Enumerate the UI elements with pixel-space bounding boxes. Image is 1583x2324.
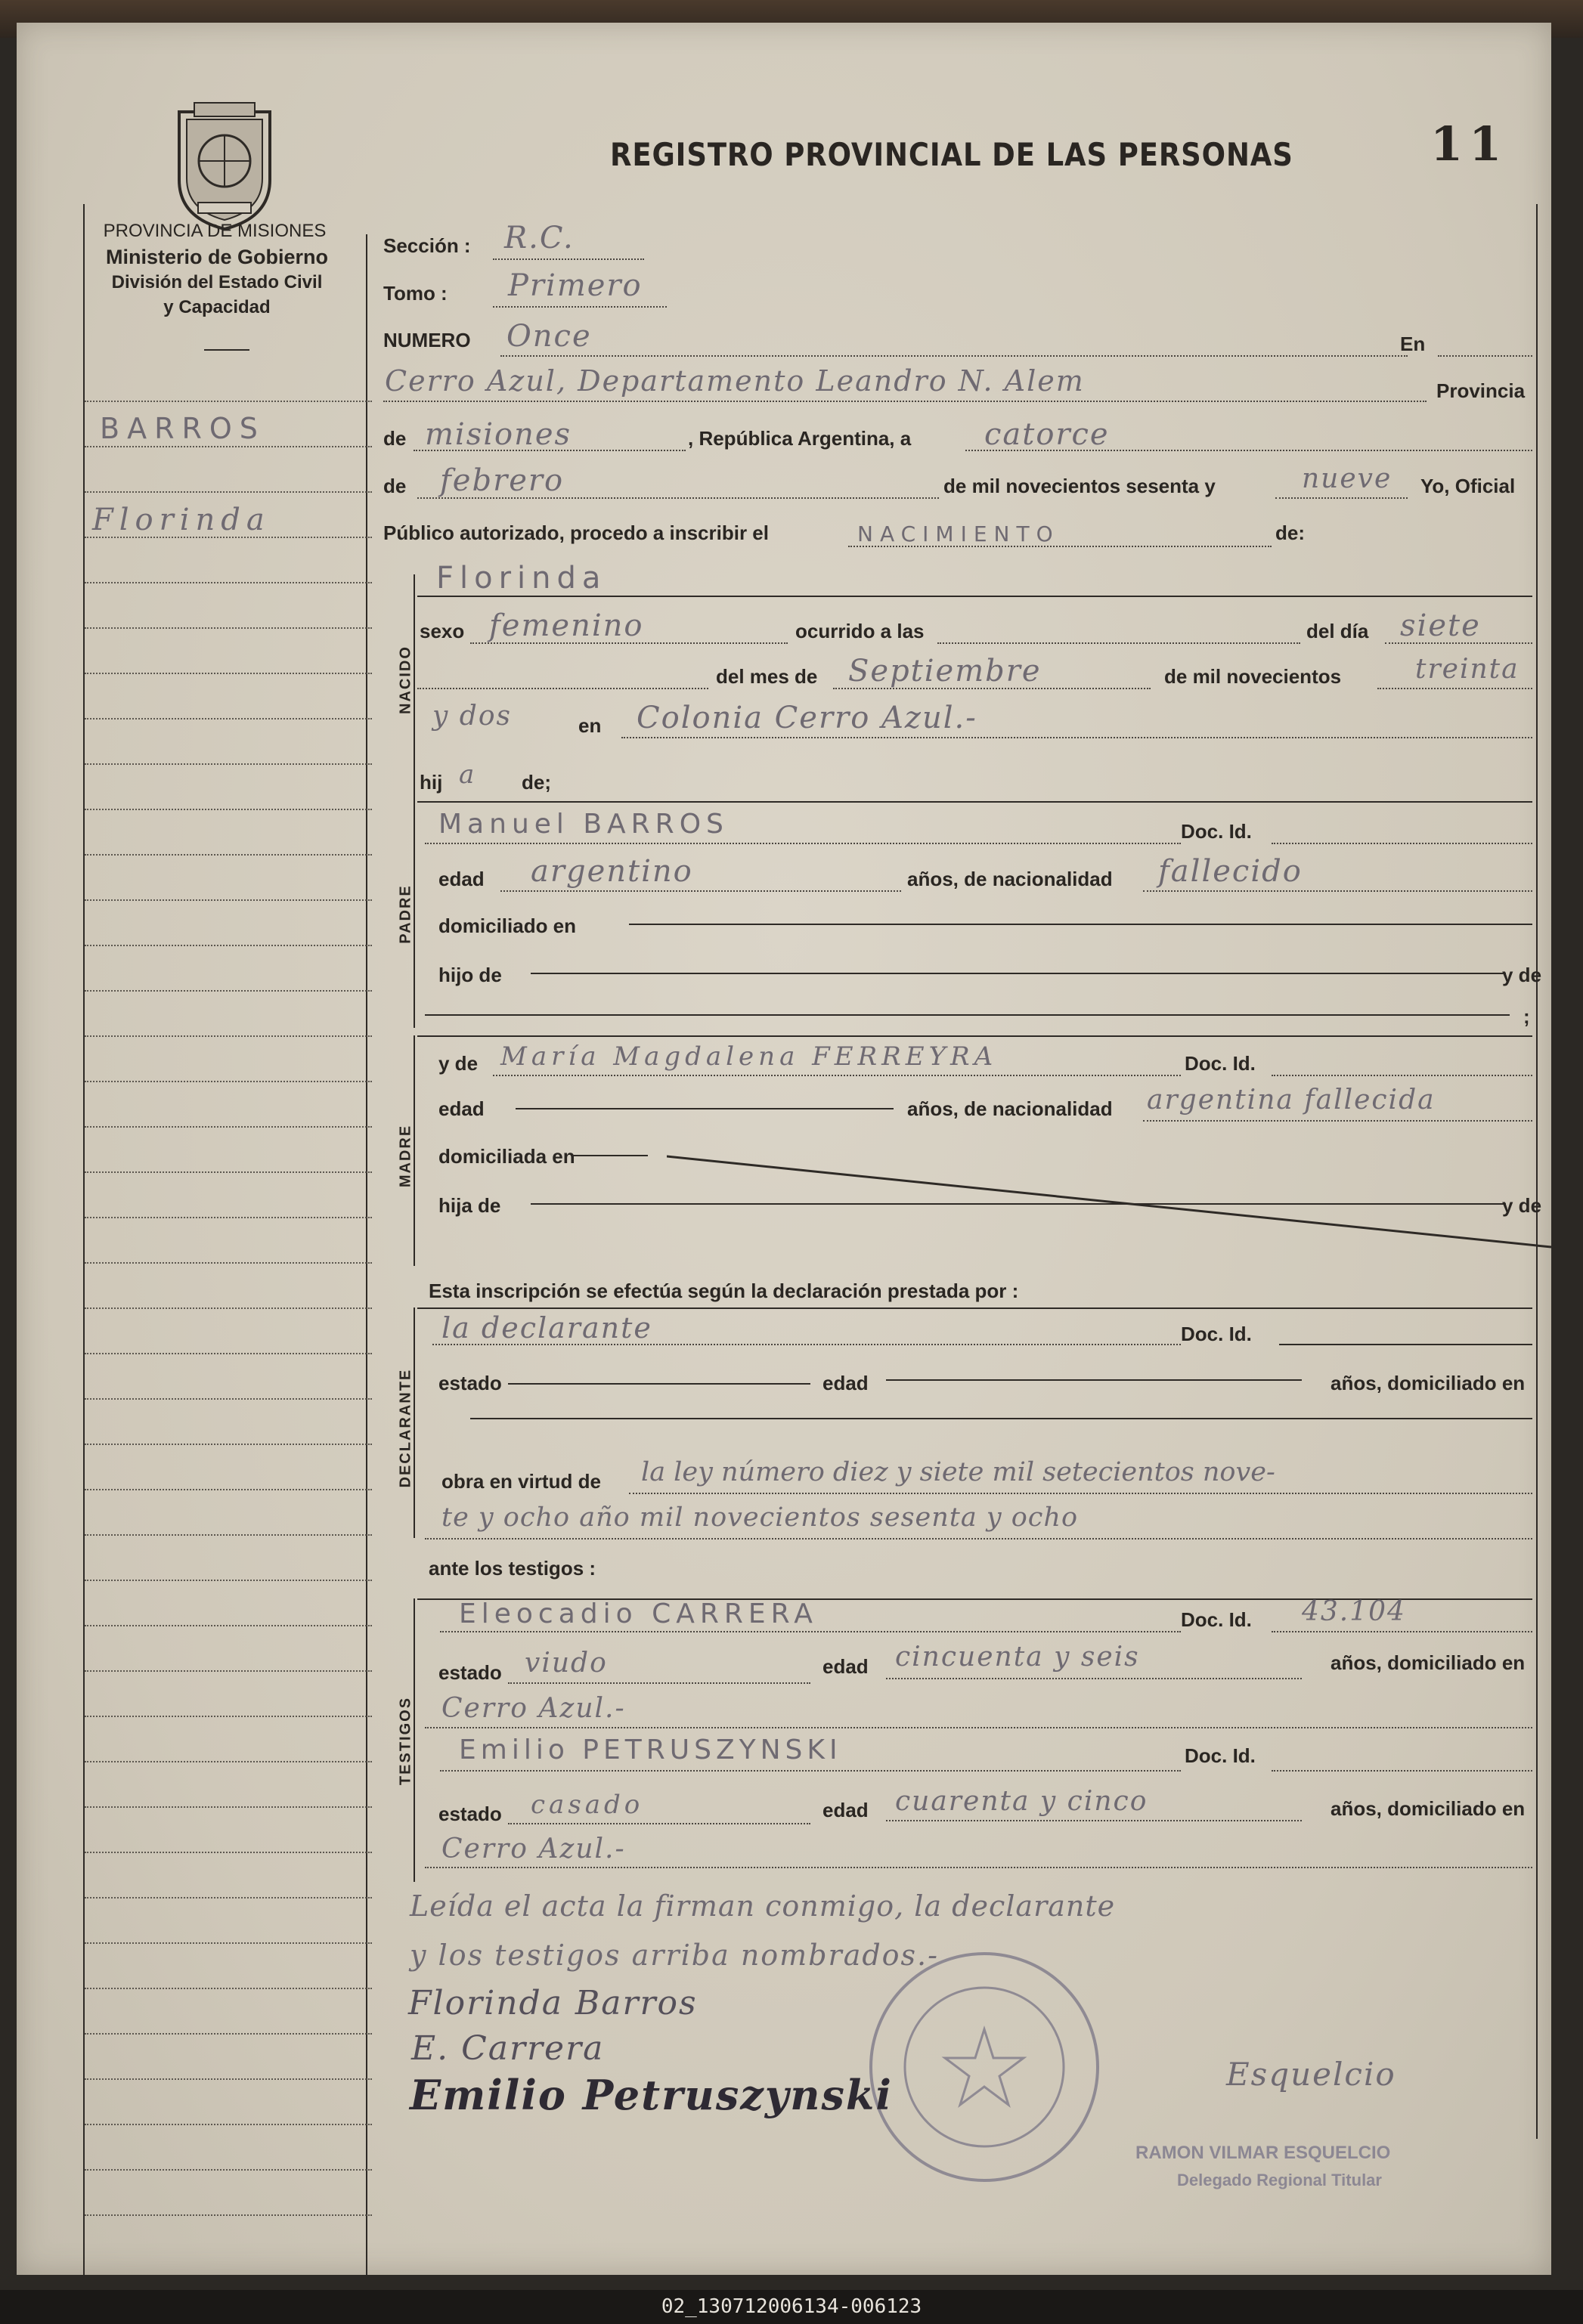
anio-value-2: y dos [432, 701, 512, 732]
testigos-intro: ante los testigos : [429, 1557, 596, 1580]
declarante-obra-value-1: la ley número diez y siete mil setecientos nove- [641, 1457, 1275, 1487]
hij-de-label: de; [522, 771, 551, 794]
official-stamp [863, 1946, 1105, 2188]
tomo-value: Primero [508, 268, 643, 303]
declarante-edad-label: edad [822, 1372, 869, 1394]
de1-label: de [383, 427, 407, 450]
oficial-label: Yo, Oficial [1420, 475, 1516, 497]
testigo-1-dom-value: Cerro Azul.- [441, 1693, 626, 1724]
file-id-bar: 02_130712006134-006123 [0, 2290, 1583, 2324]
testigo-1-anios-label: años, domiciliado en [1331, 1651, 1526, 1674]
day-value: catorce [984, 417, 1110, 452]
lugar-value: Colonia Cerro Azul.- [637, 701, 977, 735]
stamp-role: Delegado Regional Titular [1177, 2171, 1382, 2189]
section-padre: PADRE [397, 884, 414, 944]
testigo-2-doc-label: Doc. Id. [1185, 1744, 1256, 1767]
del-mes-label: del mes de [716, 665, 818, 688]
agency-line-3: División del Estado Civil [111, 272, 323, 292]
testigo-1-edad-value: cincuenta y seis [895, 1642, 1140, 1673]
declarante-name: la declarante [441, 1311, 652, 1345]
section-nacido: NACIDO [397, 645, 414, 714]
agency-line-1: PROVINCIA DE MISIONES [103, 221, 327, 241]
testigo-1-doc-label: Doc. Id. [1181, 1608, 1252, 1631]
testigo-2-edad-label: edad [822, 1799, 869, 1821]
en-label: En [1400, 333, 1426, 355]
cancel-stroke [667, 1149, 1559, 1255]
testigo-1-name: Eleocadio CARRERA [459, 1598, 818, 1629]
margin-surname: BARROS [100, 412, 265, 445]
madre-nac-value: argentina fallecida [1147, 1085, 1436, 1116]
testigo-1-doc-value: 43.104 [1302, 1596, 1406, 1627]
numero-label: NUMERO [383, 329, 471, 351]
testigo-1-edad-label: edad [822, 1655, 869, 1678]
padre-nac-label: años, de nacionalidad [907, 868, 1113, 890]
madre-yde2-label: y de [1502, 1194, 1542, 1217]
agency-divider [204, 349, 249, 351]
agency-line-2: Ministerio de Gobierno [105, 246, 329, 268]
padre-semicolon: ; [1523, 1005, 1530, 1028]
acto-value: NACIMIENTO [857, 521, 1060, 546]
nacido-en-label: en [578, 714, 602, 737]
agency-line-4: y Capacidad [163, 297, 271, 317]
ocurrido-label: ocurrido a las [795, 620, 925, 642]
testigo-2-estado-label: estado [438, 1803, 502, 1825]
hij-value: a [459, 760, 476, 790]
sexo-value: femenino [489, 608, 644, 643]
madre-yde-label: y de [438, 1052, 479, 1075]
padre-yde-label: y de [1502, 964, 1542, 986]
margin-divider [366, 234, 367, 2275]
dia-value: siete [1400, 608, 1481, 643]
madre-edad-label: edad [438, 1097, 485, 1120]
closing-line-2: y los testigos arriba nombrados.- [410, 1939, 939, 1972]
numero-value: Once [506, 319, 592, 354]
padre-name: Manuel BARROS [438, 809, 729, 840]
left-border [83, 204, 85, 2275]
publico-label: Público autorizado, procedo a inscribir el [383, 521, 769, 544]
republica-label: , República Argentina, a [688, 427, 912, 450]
month-value: febrero [440, 463, 565, 498]
testigo-1-estado-label: estado [438, 1661, 502, 1684]
page-number: 11 [1430, 116, 1508, 172]
year-value: nueve [1302, 463, 1392, 494]
testigo-2-edad-value: cuarenta y cinco [895, 1786, 1148, 1817]
anio-value: treinta [1415, 654, 1519, 685]
madre-dom-label: domiciliada en [438, 1145, 575, 1168]
padre-edad-value: argentino [531, 854, 693, 889]
section-declarante: DECLARANTE [397, 1368, 414, 1488]
madre-doc-label: Doc. Id. [1185, 1052, 1256, 1075]
section-testigos: TESTIGOS [397, 1696, 414, 1786]
margin-given-name: Florinda [92, 503, 271, 537]
register-page [17, 23, 1551, 2275]
provincia-label: Provincia [1436, 379, 1526, 402]
del-dia-label: del día [1306, 620, 1369, 642]
section-madre: MADRE [397, 1124, 414, 1188]
hij-label: hij [420, 771, 443, 794]
coat-of-arms-seal [164, 97, 285, 233]
padre-nac-value: fallecido [1158, 854, 1303, 889]
testigo-2-anios-label: años, domiciliado en [1331, 1797, 1526, 1820]
nacido-name: Florinda [436, 561, 607, 596]
madre-nac-label: años, de nacionalidad [907, 1097, 1113, 1120]
sexo-label: sexo [420, 620, 465, 642]
testigo-1-estado-value: viudo [525, 1648, 608, 1679]
declarante-doc-label: Doc. Id. [1181, 1323, 1252, 1345]
tomo-label: Tomo : [383, 282, 448, 305]
stamp-name: RAMON VILMAR ESQUELCIO [1135, 2143, 1391, 2163]
declarante-anios-label: años, domiciliado en [1331, 1372, 1526, 1394]
declarante-obra-value-2: te y ocho año mil novecientos sesenta y ocho [441, 1502, 1079, 1533]
testigo-2-name: Emilio PETRUSZYNSKI [459, 1734, 842, 1765]
province-value: misiones [425, 417, 572, 452]
declarante-obra-label: obra en virtud de [441, 1470, 601, 1493]
mes-value: Septiembre [848, 654, 1042, 689]
seccion-value: R.C. [504, 221, 575, 255]
signature-3: Emilio Petruszynski [410, 2071, 893, 2119]
madre-name: María Magdalena FERREYRA [500, 1041, 998, 1072]
signature-2: E. Carrera [411, 2029, 605, 2068]
madre-hija-label: hija de [438, 1194, 501, 1217]
padre-edad-label: edad [438, 868, 485, 890]
place-value: Cerro Azul, Departamento Leandro N. Alem [385, 364, 1085, 398]
de2-label: de [383, 475, 407, 497]
padre-doc-label: Doc. Id. [1181, 820, 1252, 843]
padre-dom-label: domiciliado en [438, 914, 577, 937]
signature-4: Esquelcio [1226, 2056, 1396, 2093]
signature-1: Florinda Barros [408, 1984, 698, 2022]
padre-hijo-label: hijo de [438, 964, 502, 986]
testigo-2-dom-value: Cerro Azul.- [441, 1834, 626, 1864]
de3-label: de: [1275, 521, 1305, 544]
declarante-intro: Esta inscripción se efectúa según la declaración prestada por : [429, 1280, 1019, 1302]
declarante-estado-label: estado [438, 1372, 502, 1394]
closing-line-1: Leída el acta la firman conmigo, la declarante [410, 1889, 1116, 1923]
mil-label: de mil novecientos [1164, 665, 1342, 688]
year-label: de mil novecientos sesenta y [943, 475, 1216, 497]
page-title: REGISTRO PROVINCIAL DE LAS PERSONAS [610, 136, 1293, 173]
seccion-label: Sección : [383, 234, 471, 257]
testigo-2-estado-value: casado [531, 1790, 644, 1820]
